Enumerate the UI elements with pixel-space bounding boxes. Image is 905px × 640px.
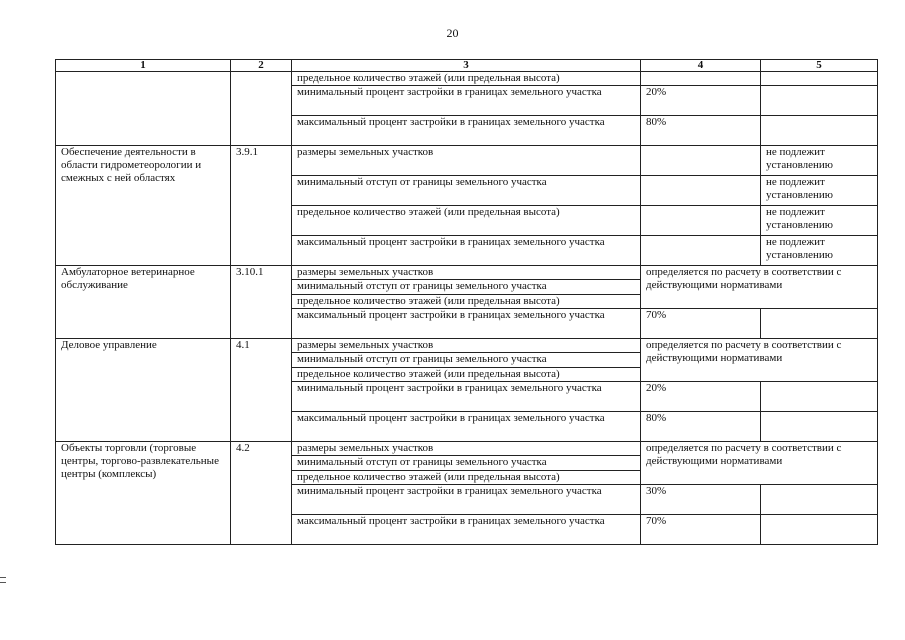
param-name: предельное количество этажей (или предельная высота)	[292, 368, 641, 382]
param-value: 70%	[641, 515, 761, 545]
regulations-table	[55, 59, 878, 545]
header-row	[56, 60, 878, 72]
param-note	[761, 515, 878, 545]
param-value: 20%	[641, 86, 761, 116]
param-note	[761, 485, 878, 515]
merged-value: определяется по расчету в соответствии с действующими нормативами	[641, 442, 878, 485]
param-name: минимальный отступ от границы земельного участка	[292, 456, 641, 471]
col-header-1: 1	[56, 60, 231, 72]
param-value: 70%	[641, 309, 761, 339]
table-row	[56, 72, 878, 86]
param-note	[761, 116, 878, 146]
param-value	[641, 146, 761, 176]
param-value: 30%	[641, 485, 761, 515]
use-name: Амбулаторное ветеринарное обслуживание	[56, 266, 231, 339]
param-name: размеры земельных участков	[292, 266, 641, 280]
use-code: 3.10.1	[231, 266, 292, 339]
param-name: размеры земельных участков	[292, 146, 641, 176]
param-name: максимальный процент застройки в границах земельного участка	[292, 515, 641, 545]
param-name: размеры земельных участков	[292, 339, 641, 353]
param-value	[641, 176, 761, 206]
param-name: максимальный процент застройки в границах земельного участка	[292, 116, 641, 146]
param-name: минимальный отступ от границы земельного участка	[292, 280, 641, 295]
col-header-3: 3	[292, 60, 641, 72]
param-note	[761, 86, 878, 116]
param-note	[761, 309, 878, 339]
param-name: размеры земельных участков	[292, 442, 641, 456]
param-value: 80%	[641, 116, 761, 146]
use-name: Обеспечение деятельности в области гидрометеорологии и смежных с ней областях	[56, 146, 231, 266]
table-row	[56, 266, 878, 280]
param-note	[761, 382, 878, 412]
use-name: Объекты торговли (торговые центры, торгово-развлекательные центры (комплексы)	[56, 442, 231, 545]
use-name	[56, 72, 231, 146]
param-value: 80%	[641, 412, 761, 442]
param-value: 20%	[641, 382, 761, 412]
col-header-2: 2	[231, 60, 292, 72]
param-value	[641, 206, 761, 236]
table-row	[56, 442, 878, 456]
param-name: предельное количество этажей (или предельная высота)	[292, 471, 641, 485]
merged-value: определяется по расчету в соответствии с действующими нормативами	[641, 339, 878, 382]
use-code	[231, 72, 292, 146]
use-code: 3.9.1	[231, 146, 292, 266]
table-row	[56, 146, 878, 176]
param-name: минимальный процент застройки в границах земельного участка	[292, 86, 641, 116]
param-name: минимальный процент застройки в границах земельного участка	[292, 382, 641, 412]
param-name: минимальный процент застройки в границах земельного участка	[292, 485, 641, 515]
use-code: 4.1	[231, 339, 292, 442]
param-note: не подлежит установлению	[761, 206, 878, 236]
col-header-5: 5	[761, 60, 878, 72]
param-name: минимальный отступ от границы земельного участка	[292, 353, 641, 368]
param-name: максимальный процент застройки в границах земельного участка	[292, 412, 641, 442]
param-value	[641, 236, 761, 266]
merged-value: определяется по расчету в соответствии с действующими нормативами	[641, 266, 878, 309]
param-note: не подлежит установлению	[761, 176, 878, 206]
page-number: 20	[446, 26, 459, 40]
use-name: Деловое управление	[56, 339, 231, 442]
table-row	[56, 339, 878, 353]
param-note: не подлежит установлению	[761, 146, 878, 176]
col-header-4: 4	[641, 60, 761, 72]
param-name: максимальный процент застройки в границах земельного участка	[292, 309, 641, 339]
param-note: не подлежит установлению	[761, 236, 878, 266]
param-name: предельное количество этажей (или предельная высота)	[292, 206, 641, 236]
param-value	[641, 72, 761, 86]
scan-edge-mark	[0, 577, 6, 583]
param-note	[761, 72, 878, 86]
use-code: 4.2	[231, 442, 292, 545]
param-name: предельное количество этажей (или предельная высота)	[292, 72, 641, 86]
param-note	[761, 412, 878, 442]
param-name: максимальный процент застройки в границах земельного участка	[292, 236, 641, 266]
param-name: предельное количество этажей (или предельная высота)	[292, 295, 641, 309]
param-name: минимальный отступ от границы земельного участка	[292, 176, 641, 206]
